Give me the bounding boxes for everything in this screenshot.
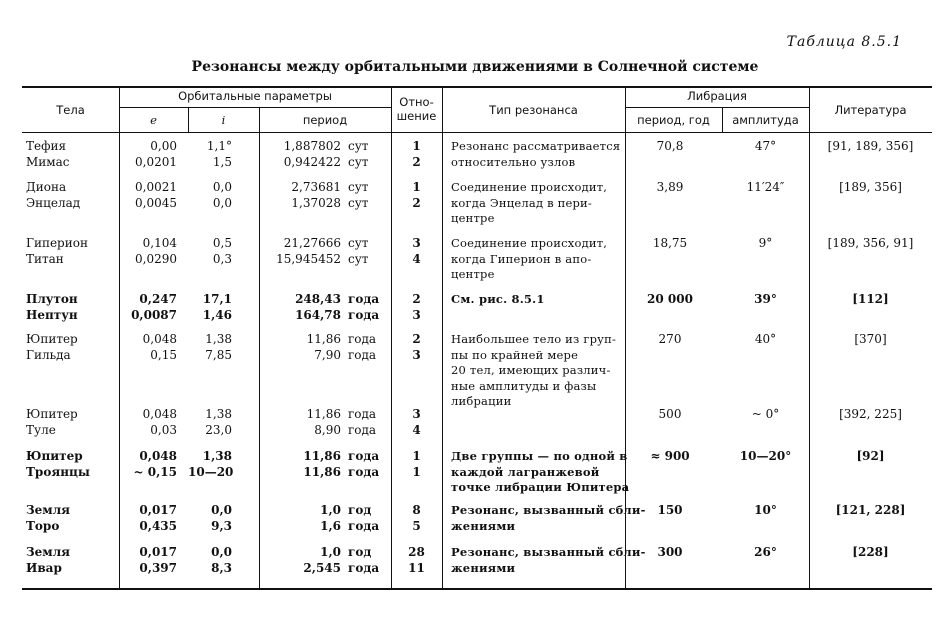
ratio-value: 1 bbox=[412, 449, 421, 463]
period-unit: года bbox=[348, 449, 380, 463]
resonance-type-line: Наибольшее тело из груп- bbox=[451, 332, 617, 346]
period-value: 1,6 bbox=[320, 519, 341, 533]
header-libration-period: период, год bbox=[637, 113, 710, 127]
header-literature: Литература bbox=[834, 103, 907, 117]
period-value: 21,27666 bbox=[283, 236, 341, 250]
libration-period-value: 300 bbox=[657, 545, 683, 559]
libration-period-value: ≈ 900 bbox=[650, 449, 690, 463]
period-value: 0,942422 bbox=[283, 155, 341, 169]
body-name: Тефия bbox=[26, 139, 67, 153]
eccentricity-value: 0,397 bbox=[139, 561, 177, 575]
period-value: 1,0 bbox=[320, 545, 341, 559]
libration-rule bbox=[625, 107, 809, 108]
ratio-value: 2 bbox=[412, 196, 421, 210]
resonance-type-line: пы по крайней мере bbox=[451, 347, 579, 362]
resonance-type-line: жениями bbox=[451, 560, 516, 575]
resonance-type-line: точке либрации Юпитера bbox=[451, 480, 630, 494]
literature-ref: [92] bbox=[856, 449, 885, 463]
period-value: 15,945452 bbox=[276, 252, 341, 266]
header-ratio: Отно- шение bbox=[396, 95, 437, 123]
libration-amplitude-value: 40° bbox=[754, 332, 777, 346]
period-unit: сут bbox=[348, 180, 369, 194]
resonance-type-line: либрации bbox=[451, 394, 512, 408]
period-value: 1,0 bbox=[320, 503, 341, 517]
period-unit: года bbox=[348, 561, 380, 575]
body-name: Гильда bbox=[26, 348, 71, 362]
body-name: Троянцы bbox=[26, 465, 90, 479]
period-unit: сут bbox=[348, 252, 369, 266]
inclination-value: 10—20 bbox=[188, 465, 234, 479]
period-unit: года bbox=[348, 292, 380, 306]
eccentricity-value: 0,03 bbox=[150, 423, 177, 437]
ratio-value: 1 bbox=[412, 465, 421, 479]
literature-ref: [121, 228] bbox=[835, 503, 906, 517]
libration-period-value: 270 bbox=[658, 332, 682, 346]
period-value: 11,86 bbox=[303, 465, 341, 479]
header-libration: Либрация bbox=[687, 89, 747, 103]
period-unit: года bbox=[348, 465, 380, 479]
period-value: 248,43 bbox=[295, 292, 341, 306]
resonance-type-line: Соединение происходит, bbox=[451, 236, 608, 250]
resonance-type-line: 20 тел, имеющих различ- bbox=[451, 363, 611, 377]
period-unit: года bbox=[348, 519, 380, 533]
eccentricity-value: 0,247 bbox=[139, 292, 177, 306]
period-value: 2,545 bbox=[303, 561, 341, 575]
inclination-value: 1,38 bbox=[205, 407, 232, 421]
period-value: 164,78 bbox=[295, 308, 341, 322]
header-orbital-params: Орбитальные параметры bbox=[178, 89, 332, 103]
inclination-value: 1,38 bbox=[205, 332, 232, 346]
inclination-value: 0,3 bbox=[212, 252, 232, 266]
body-name: Ивар bbox=[26, 561, 62, 575]
body-name: Энцелад bbox=[26, 196, 81, 210]
ratio-value: 3 bbox=[412, 407, 421, 421]
inclination-value: 9,3 bbox=[211, 519, 232, 533]
period-value: 11,86 bbox=[306, 407, 341, 421]
libration-amplitude-value: 10° bbox=[754, 503, 777, 517]
table-top-rule bbox=[22, 86, 932, 88]
period-unit: года bbox=[348, 332, 377, 346]
ratio-value: 4 bbox=[412, 252, 421, 266]
period-unit: сут bbox=[348, 155, 369, 169]
period-unit: года bbox=[348, 348, 377, 362]
body-name: Плутон bbox=[26, 292, 78, 306]
ratio-value: 8 bbox=[412, 503, 421, 517]
period-unit: года bbox=[348, 407, 377, 421]
period-unit: года bbox=[348, 423, 377, 437]
literature-ref: [228] bbox=[852, 545, 889, 559]
literature-ref: [189, 356, 91] bbox=[827, 236, 914, 250]
libration-period-value: 3,89 bbox=[656, 180, 684, 194]
body-name: Земля bbox=[26, 503, 71, 517]
literature-ref: [91, 189, 356] bbox=[827, 139, 914, 153]
eccentricity-value: 0,104 bbox=[142, 236, 177, 250]
eccentricity-value: 0,435 bbox=[139, 519, 177, 533]
resonance-type-line: центре bbox=[451, 211, 495, 225]
libration-period-value: 18,75 bbox=[652, 236, 688, 250]
libration-amplitude-value: 26° bbox=[754, 545, 777, 559]
eccentricity-value: 0,017 bbox=[139, 503, 177, 517]
inclination-value: 1,5 bbox=[212, 155, 232, 169]
inclination-value: 0,0 bbox=[212, 180, 232, 194]
resonance-type-line: когда Гиперион в апо- bbox=[451, 251, 592, 266]
libration-amplitude-value: 39° bbox=[754, 292, 777, 306]
ratio-value: 4 bbox=[412, 423, 421, 437]
period-value: 11,86 bbox=[303, 449, 341, 463]
period-value: 7,90 bbox=[314, 348, 341, 362]
ratio-value: 11 bbox=[408, 561, 425, 575]
inclination-value: 23,0 bbox=[205, 423, 232, 437]
ratio-value: 28 bbox=[408, 545, 425, 559]
resonance-type-line: центре bbox=[451, 267, 495, 281]
inclination-value: 17,1 bbox=[202, 292, 232, 306]
inclination-value: 7,85 bbox=[205, 348, 232, 362]
libration-amplitude-value: 47° bbox=[754, 139, 777, 153]
resonance-table bbox=[22, 86, 932, 591]
body-name: Земля bbox=[26, 545, 71, 559]
inclination-value: 1,38 bbox=[202, 449, 232, 463]
literature-ref: [189, 356] bbox=[839, 180, 902, 194]
eccentricity-value: 0,048 bbox=[139, 449, 177, 463]
libration-period-value: 150 bbox=[657, 503, 683, 517]
eccentricity-value: 0,0087 bbox=[131, 308, 177, 322]
inclination-value: 0,0 bbox=[211, 503, 232, 517]
period-unit: сут bbox=[348, 139, 369, 153]
resonance-type-line: относительно узлов bbox=[451, 154, 576, 169]
eccentricity-value: 0,00 bbox=[150, 139, 177, 153]
body-name: Туле bbox=[26, 423, 56, 437]
header-amplitude: амплитуда bbox=[732, 113, 799, 127]
header-i: i bbox=[221, 113, 226, 127]
libration-period-value: 500 bbox=[658, 407, 682, 421]
ratio-value: 2 bbox=[412, 332, 421, 346]
header-resonance-type: Тип резонанса bbox=[489, 103, 578, 117]
resonance-type-line: когда Энцелад в пери- bbox=[451, 195, 593, 210]
ratio-value: 1 bbox=[412, 139, 421, 153]
eccentricity-value: 0,0201 bbox=[135, 155, 177, 169]
header-e: e bbox=[150, 113, 157, 127]
resonance-type-line: Резонанс рассматривается bbox=[451, 139, 621, 153]
table-title: Резонансы между орбитальными движениями в Солнечной системе bbox=[191, 59, 759, 75]
inclination-value: 0,5 bbox=[212, 236, 232, 250]
ratio-value: 5 bbox=[412, 519, 421, 533]
libration-amplitude-value: 11′24″ bbox=[746, 180, 785, 194]
body-name: Торо bbox=[26, 519, 60, 533]
period-unit: года bbox=[348, 308, 380, 322]
resonance-type-line: ные амплитуды и фазы bbox=[451, 378, 597, 393]
header-bodies: Тела bbox=[56, 103, 85, 117]
body-name: Титан bbox=[26, 252, 64, 266]
period-unit: год bbox=[348, 503, 372, 517]
resonance-type-line: Резонанс, вызванный сбли- bbox=[451, 503, 646, 517]
period-value: 8,90 bbox=[314, 423, 341, 437]
resonance-type-line: Соединение происходит, bbox=[451, 180, 608, 194]
eccentricity-value: 0,017 bbox=[139, 545, 177, 559]
body-name: Диона bbox=[26, 180, 67, 194]
libration-amplitude-value: 10—20° bbox=[739, 449, 792, 463]
inclination-value: 0,0 bbox=[212, 196, 232, 210]
eccentricity-value: 0,0021 bbox=[135, 180, 177, 194]
literature-ref: [370] bbox=[854, 332, 887, 346]
body-name: Юпитер bbox=[26, 332, 78, 346]
ratio-value: 2 bbox=[412, 292, 421, 306]
eccentricity-value: ~ 0,15 bbox=[133, 465, 177, 479]
period-unit: год bbox=[348, 545, 372, 559]
body-name: Нептун bbox=[26, 308, 78, 322]
body-name: Юпитер bbox=[26, 449, 83, 463]
eccentricity-value: 0,15 bbox=[150, 348, 177, 362]
resonance-type-line: каждой лагранжевой bbox=[451, 464, 600, 479]
period-value: 2,73681 bbox=[291, 180, 341, 194]
resonance-type-line: Две группы — по одной в bbox=[451, 449, 628, 463]
resonance-type-line: жениями bbox=[451, 518, 516, 533]
libration-period-value: 70,8 bbox=[656, 139, 684, 153]
ratio-value: 1 bbox=[412, 180, 421, 194]
table-number: Таблица 8.5.1 bbox=[786, 34, 902, 50]
inclination-value: 0,0 bbox=[211, 545, 232, 559]
literature-ref: [392, 225] bbox=[839, 407, 902, 421]
orbital-params-rule bbox=[119, 107, 391, 108]
period-value: 11,86 bbox=[306, 332, 341, 346]
period-value: 1,37028 bbox=[291, 196, 341, 210]
table-bottom-rule bbox=[22, 588, 932, 590]
header-period: период bbox=[302, 113, 348, 127]
resonance-type-line: См. рис. 8.5.1 bbox=[451, 292, 545, 306]
period-unit: сут bbox=[348, 236, 369, 250]
inclination-value: 8,3 bbox=[211, 561, 232, 575]
eccentricity-value: 0,048 bbox=[142, 407, 177, 421]
body-name: Гиперион bbox=[26, 236, 88, 250]
body-name: Мимас bbox=[26, 155, 70, 169]
header-bottom-rule bbox=[22, 132, 932, 133]
literature-ref: [112] bbox=[852, 292, 889, 306]
ratio-value: 3 bbox=[412, 308, 421, 322]
ratio-value: 2 bbox=[412, 155, 421, 169]
eccentricity-value: 0,048 bbox=[142, 332, 177, 346]
libration-amplitude-value: 9° bbox=[758, 236, 773, 250]
period-value: 1,887802 bbox=[283, 139, 341, 153]
inclination-value: 1,46 bbox=[202, 308, 232, 322]
ratio-value: 3 bbox=[412, 236, 421, 250]
resonance-type-line: Резонанс, вызванный сбли- bbox=[451, 545, 646, 559]
inclination-value: 1,1° bbox=[206, 139, 232, 153]
col-divider bbox=[442, 86, 443, 588]
period-unit: сут bbox=[348, 196, 369, 210]
eccentricity-value: 0,0290 bbox=[135, 252, 177, 266]
ratio-value: 3 bbox=[412, 348, 421, 362]
eccentricity-value: 0,0045 bbox=[135, 196, 177, 210]
libration-period-value: 20 000 bbox=[647, 292, 693, 306]
libration-amplitude-value: ~ 0° bbox=[751, 407, 780, 421]
body-name: Юпитер bbox=[26, 407, 78, 421]
